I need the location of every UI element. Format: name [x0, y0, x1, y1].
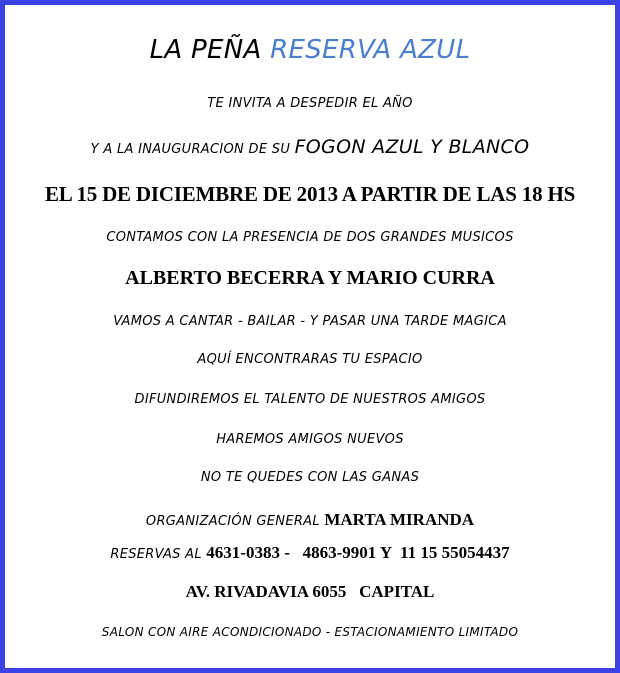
address-line: AV. RIVADAVIA 6055 CAPITAL: [185, 582, 435, 601]
date-line: EL 15 DE DICIEMBRE DE 2013 A PARTIR DE LAS 18 HS: [44, 182, 576, 206]
title-accent: RESERVA AZUL: [270, 35, 471, 65]
reservas-line: [10, 543, 610, 563]
title-prefix: LA PEÑA: [149, 35, 271, 65]
organizacion-prefix: ORGANIZACIÓN GENERAL: [145, 514, 325, 529]
inauguracion-highlight: FOGON AZUL Y BLANCO: [294, 136, 530, 158]
musicians-line: ALBERTO BECERRA Y MARIO CURRA: [125, 267, 495, 289]
reservas-prefix: RESERVAS AL: [110, 547, 207, 562]
salon-line: SALON CON AIRE ACONDICIONADO - ESTACIONAMIENTO LIMITADO: [101, 625, 519, 639]
ganas-line: NO TE QUEDES CON LAS GANAS: [200, 470, 420, 485]
invite-line: TE INVITA A DESPEDIR EL AÑO: [207, 96, 413, 111]
page-title: [10, 35, 610, 65]
organizacion-name: MARTA MIRANDA: [324, 510, 475, 529]
presencia-line: CONTAMOS CON LA PRESENCIA DE DOS GRANDES MUSICOS: [106, 230, 514, 245]
inauguracion-line: [10, 136, 610, 158]
amigos-line: HAREMOS AMIGOS NUEVOS: [216, 432, 404, 447]
inauguracion-prefix: Y A LA INAUGURACION DE SU: [90, 142, 295, 157]
espacio-line: AQUÍ ENCONTRARAS TU ESPACIO: [197, 352, 423, 367]
talento-line: DIFUNDIREMOS EL TALENTO DE NUESTROS AMIGOS: [134, 392, 486, 407]
organizacion-line: [10, 510, 610, 530]
cantar-line: VAMOS A CANTAR - BAILAR - Y PASAR UNA TARDE MAGICA: [113, 314, 507, 329]
reservas-numbers: 4631-0383 - 4863-9901 Y 11 15 55054437: [206, 543, 510, 562]
